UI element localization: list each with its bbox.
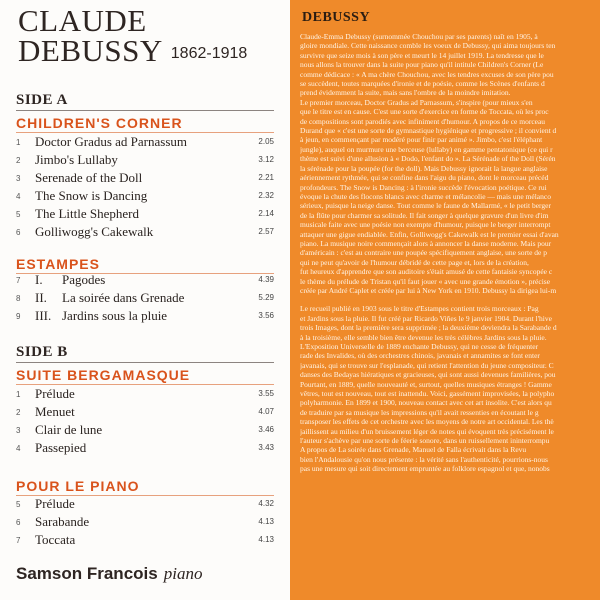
liner-notes-line: comme dédicace : « A ma chère Chouchou, avec les tendres excuses de son père pou [300, 69, 554, 79]
liner-notes-line: javanais, qui se trouve sur l'esplanade, qui retient l'attention du jeune compositeur. C [300, 360, 554, 370]
liner-notes-line: la sérénade pour la poupée (for the doll). Mais Debussy ignorait la langue anglaise [300, 163, 548, 173]
track-row [16, 422, 274, 440]
track-duration: 2.57 [258, 227, 274, 236]
track-duration: 4.39 [258, 275, 274, 284]
track-row [16, 170, 274, 188]
movement-numeral: I. [35, 272, 43, 287]
track-title: The Snow is Dancing [35, 188, 148, 203]
performer-credit [16, 564, 202, 584]
composer-header [18, 3, 248, 69]
liner-notes-line: gloire mondiale. Cette naissance comble les voeux de Debussy, qui aima toujours ten [300, 41, 556, 51]
liner-notes-line: L'Exposition Universelle de 1889 enchante Debussy, qui ne cesse de fréquenter [300, 342, 539, 351]
movement-numeral: II. [35, 290, 47, 305]
liner-notes-line: danses des Bedayas hiératiques et gracieuses, qui sont aussi devenues familières, pou [300, 370, 556, 380]
liner-notes-line: prend évidemment la suite, mais sans l'ombre de la moindre imitation. [300, 88, 511, 98]
liner-notes-line: musicale faite avec une poésie non exempte d'humour, puisque le berger interrompt [300, 220, 551, 230]
liner-notes-line: et Jardins sous la pluie. Il fut créé par Ricardo Viñes le 9 janvier 1904. Durant l'hive [300, 313, 552, 323]
liner-notes-line: créée par André Caplet et créée par lui à New York en 1910. Debussy la dirigea lui-m [300, 285, 557, 295]
section-divider [16, 384, 274, 385]
liner-notes-line: de la flûte pour charmer sa solitude. Il fait songer à quelque gravure d'un livre d'im [300, 210, 549, 220]
composer-first-name: CLAUDE [18, 3, 147, 38]
liner-notes-line: profondeurs. The Snow is Dancing : à l'ironie succède l'évocation poétique. Ce rui [300, 182, 547, 192]
liner-notes-line: jaillissent au milieu d'un bruissement léger de notes qui évoquent très précisément le [300, 426, 554, 436]
track-number: 4 [16, 444, 21, 453]
liner-notes-line: survivre que seize mois à son père et meurt le 14 juillet 1919. La tendresse que le [300, 50, 544, 60]
track-row [16, 188, 274, 206]
liner-notes-line: Durand que « c'est une sorte de gymnastique hygiénique et progressive ; il convient d [300, 126, 557, 136]
liner-notes-line: nous allons la trouver dans la suite pour piano qu'il intitule Children's Corner (Le [300, 60, 544, 70]
track-title: Prélude [35, 386, 75, 401]
track-row [16, 206, 274, 224]
track-title: Serenade of the Doll [35, 170, 143, 185]
liner-notes-line: fut heureux d'apprendre que son auditoire s'était amusé de cette fantaisie syncopée c [300, 267, 553, 277]
section-divider [16, 132, 274, 133]
liner-notes-line: se succèdent, toutes marquées d'ironie et de poésie, comme les Scènes d'enfants d [300, 79, 545, 89]
track-number: 1 [16, 390, 21, 399]
track-duration: 4.07 [258, 407, 274, 416]
track-number: 2 [16, 156, 21, 165]
liner-notes-line: de traduire par sa musique les impressions qu'il avait ressenties en écoutant le g [300, 407, 539, 417]
track-row [16, 514, 274, 532]
track-number: 5 [16, 500, 21, 509]
liner-notes-line: vêtres, tout est nouveau, tout est inattendu. Voici, gassément improvisées, la polypho [300, 389, 555, 399]
track-row [16, 496, 274, 514]
track-title: Prélude [35, 496, 75, 511]
track-number: 7 [16, 276, 21, 285]
liner-notes-line: Pourtant, en 1889, quelle nouveauté et, surtout, quelles musiques étranges ! Gamme [300, 379, 552, 389]
liner-notes-heading: DEBUSSY [302, 10, 371, 25]
liner-notes-line: transposer les effets de cet orchestre avec les moyens de notre art occidental. Les thè [300, 417, 554, 427]
track-duration: 2.32 [258, 191, 274, 200]
track-number: 7 [16, 536, 21, 545]
track-row [16, 404, 274, 422]
track-duration: 3.12 [258, 155, 274, 164]
liner-notes-line: A propos de La soirée dans Grenade, Manuel de Falla écrivait dans la Revu [300, 445, 527, 455]
track-row [16, 152, 274, 170]
track-number: 3 [16, 426, 21, 435]
liner-notes-line: thème est suivi d'une allusion à « Dodo, l'enfant do ». La Sérénade of the Doll (Sérén [300, 154, 556, 164]
liner-notes-panel [290, 0, 600, 600]
liner-notes-line: que le titre est en cause. C'est une sorte d'exercice en forme de Toccata, où les proc [300, 107, 549, 117]
track-number: 3 [16, 174, 21, 183]
tracklist-panel [0, 0, 290, 600]
liner-notes-line: à la troisième, elle semble bien être devenue les très célèbres Jardins sous la pluie. [300, 332, 547, 342]
track-number: 2 [16, 408, 21, 417]
liner-notes-line: bien l'Andalousie qu'on nous présente : la vérité sans l'authenticité, pourrions-nous [300, 454, 548, 464]
performer-name: Samson Francois [16, 564, 158, 583]
liner-notes-line: pas une mesure qui soit directement empruntée au folklore espagnol et que, nonobs [300, 464, 550, 474]
track-number: 5 [16, 210, 21, 219]
section-title-childrens-corner: CHILDREN'S CORNER [16, 115, 183, 131]
side-b-divider [16, 362, 274, 363]
track-title: Golliwogg's Cakewalk [35, 224, 154, 239]
track-number: 4 [16, 192, 21, 201]
liner-notes-line: aériennement rythmée, qui se confine dans l'aigu du piano, dont le morceau précéd [300, 173, 549, 183]
liner-notes-line: le thème du prélude de Tristan qu'il faut jouer « avec une grande émotion », précise [300, 276, 551, 286]
track-number: 9 [16, 312, 21, 321]
track-title: Jardins sous la pluie [62, 308, 168, 323]
liner-notes-line: l'auteur s'achève par une sorte de féerie sonore, dans un ruissellement ininterrompu [300, 436, 550, 446]
liner-notes-line: rade des Invalides, où des orchestres chinois, javanais et annamites se font enter [300, 351, 540, 361]
liner-notes-line [300, 295, 600, 304]
side-a-label: SIDE A [16, 92, 68, 108]
track-number: 1 [16, 138, 21, 147]
track-row [16, 272, 274, 290]
track-duration: 3.56 [258, 311, 274, 320]
track-title: Toccata [35, 532, 76, 547]
track-duration: 2.14 [258, 209, 274, 218]
track-title: Pagodes [62, 272, 106, 287]
track-title: Jimbo's Lullaby [35, 152, 118, 167]
track-duration: 3.43 [258, 443, 274, 452]
section-title-pour-le-piano: POUR LE PIANO [16, 478, 140, 494]
track-title: Passepied [35, 440, 87, 455]
track-row [16, 386, 274, 404]
track-duration: 5.29 [258, 293, 274, 302]
track-title: La soirée dans Grenade [62, 290, 185, 305]
track-duration: 4.13 [258, 517, 274, 526]
track-row [16, 290, 274, 308]
track-row [16, 134, 274, 152]
composer-dates: 1862-1918 [170, 45, 248, 62]
track-row [16, 224, 274, 242]
track-duration: 3.55 [258, 389, 274, 398]
liner-notes-line: attaquer une gigue endiablée. Enfin, Golliwogg's Cakewalk est le premier essai d'avan [300, 229, 559, 239]
liner-notes-line: Le recueil publié en 1903 sous le titre d'Estampes contient trois morceaux : Pag [300, 304, 539, 314]
liner-notes-body [300, 32, 600, 474]
track-title: The Little Shepherd [35, 206, 139, 221]
composer-last-name: DEBUSSY [18, 33, 163, 68]
section-title-estampes: ESTAMPES [16, 256, 100, 272]
liner-notes-line: Le premier morceau, Doctor Gradus ad Parnassum, s'inspire (pour mieux s'en [300, 97, 533, 107]
track-title: Doctor Gradus ad Parnassum [35, 134, 187, 149]
liner-notes-line: qui ne peut qu'avoir de l'humour débridé de cette page et, lors de la création, [300, 257, 529, 267]
section-title-suite-bergamasque: SUITE BERGAMASQUE [16, 367, 191, 383]
liner-notes-line: Claude-Emma Debussy (surnommée Chouchou par ses parents) naît en 1905, à [300, 32, 538, 41]
track-duration: 2.05 [258, 137, 274, 146]
track-row [16, 532, 274, 550]
side-b-label: SIDE B [16, 344, 68, 360]
movement-numeral: III. [35, 308, 52, 323]
track-title: Clair de lune [35, 422, 103, 437]
liner-notes-line: jungle), auquel on murmure une berceuse (lullaby) en gamme pentatonique (ce qui r [300, 144, 553, 154]
liner-notes-line: sérieux, puisque la neige danse. Tout comme le faune de Mallarmé, « le petit berger [300, 201, 551, 211]
liner-notes-line: d'américain : c'est au contraire une poupée spécifiquement anglaise, une sorte de p [300, 248, 547, 258]
track-title: Menuet [35, 404, 75, 419]
track-duration: 3.46 [258, 425, 274, 434]
track-row [16, 308, 274, 326]
liner-notes-line: trois Images, dont la première sera supprimée ; la deuxième deviendra la Sarabande d [300, 323, 557, 333]
liner-notes-line: piano. La musique noire commençait alors à annoncer la danse moderne. Mais pour [300, 238, 552, 248]
track-duration: 4.32 [258, 499, 274, 508]
side-a-divider [16, 110, 274, 111]
liner-notes-line: polyharmonie. En 1899 et 1900, nouveau contact avec cet art insolite. C'est alors qu [300, 398, 552, 408]
track-title: Sarabande [35, 514, 90, 529]
liner-notes-line: à jeun, en commençant par modéré pour finir par animé ». Jimbo, c'est l'éléphant [300, 135, 543, 145]
liner-notes-line: évoque la chute des flocons blancs avec charme et mélancolie — mais une mélanco [300, 191, 551, 201]
track-number: 8 [16, 294, 21, 303]
track-number: 6 [16, 228, 21, 237]
track-number: 6 [16, 518, 21, 527]
liner-notes-line: de compositions sont parodiés avec infiniment d'humour. A propos de ce morceau [300, 116, 546, 126]
track-duration: 2.21 [258, 173, 274, 182]
track-row [16, 440, 274, 458]
performer-role: piano [163, 564, 203, 583]
track-duration: 4.13 [258, 535, 274, 544]
